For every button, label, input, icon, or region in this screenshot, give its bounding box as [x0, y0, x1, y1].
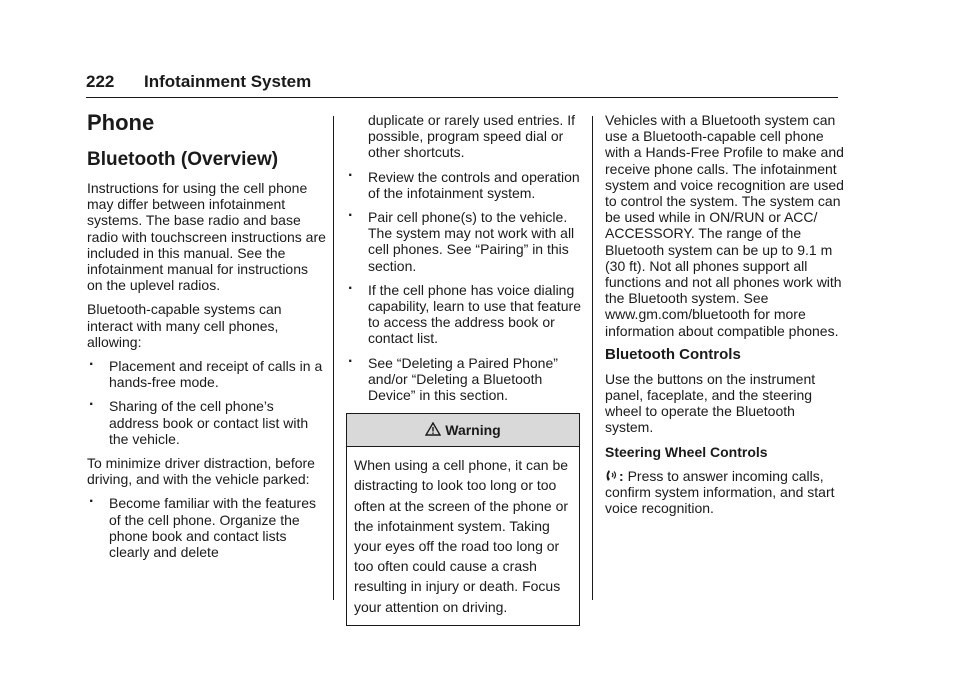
list-item: . If the cell phone has voice dialing capability, learn to use that feature to access the address book or contact list. [346, 282, 582, 347]
page-header [86, 72, 838, 100]
bullet-list-preparation-continued [346, 169, 582, 404]
heading-bluetooth-controls: Bluetooth Controls [605, 345, 741, 363]
push-to-talk-icon [605, 468, 617, 484]
warning-triangle-icon [425, 415, 441, 447]
bullet-list-capabilities [87, 358, 327, 447]
chapter-heading-phone: Phone [87, 110, 155, 135]
warning-title: Warning [445, 422, 501, 439]
paragraph-instructions: Instructions for using the cell phone may differ between infotainment systems. The base radio and base radio with touchscreen instructions are included in this manual. See the infotainment manual for instructions on the uplevel radios. [87, 180, 326, 294]
list-item: . Sharing of the cell phone’s address book or contact list with the vehicle. [87, 398, 327, 447]
warning-box [346, 413, 580, 626]
list-item: . See “Deleting a Paired Phone” and/or “Deleting a Bluetooth Device” in this section. [346, 355, 582, 404]
list-item: . Review the controls and operation of the infotainment system. [346, 169, 582, 201]
paragraph-capable-systems: Bluetooth-capable systems can interact with many cell phones, allowing: [87, 301, 282, 350]
list-item: . Placement and receipt of calls in a hands-free mode. [87, 358, 327, 390]
header-divider [86, 97, 838, 98]
section-title: Infotainment System [144, 72, 312, 91]
paragraph-continued: duplicate or rarely used entries. If possible, program speed dial or other shortcuts. [368, 112, 575, 161]
push-to-talk-description: Press to answer incoming calls, confirm system information, and start voice recognition. [605, 467, 835, 517]
bullet-list-preparation [87, 495, 327, 560]
paragraph-push-to-talk [605, 468, 845, 517]
warning-text: When using a cell phone, it can be distracting to look too long or too often at the screen of the phone or the infotainment system. Taking your eyes off the road too long or too often could cause a crash resulting in injury or death. Focus your attention on driving. [354, 457, 569, 615]
page-number: 222 [86, 72, 115, 91]
paragraph-bluetooth-system: Vehicles with a Bluetooth system can use a Bluetooth-capable cell phone with a Hands-Free Profile to make and receive phone calls. The infotainment system and voice recognition are used to control the system. The system can be used while in ON/RUN or ACC/ ACCESSORY. The range of the Bluetooth system can be up to 9.1 m (30 ft). Not all phones support all functions and not all phones work with the Bluetooth system. See www.gm.com/bluetooth for more information about compatible phones. [605, 112, 844, 339]
heading-bluetooth-overview: Bluetooth (Overview) [87, 149, 279, 170]
paragraph-use-buttons: Use the buttons on the instrument panel, faceplate, and the steering wheel to operate the Bluetooth system. [605, 370, 816, 436]
column-1 [87, 112, 327, 568]
paragraph-minimize-distraction: To minimize driver distraction, before driving, and with the vehicle parked: [87, 455, 315, 488]
column-divider-2 [592, 116, 593, 600]
list-item: . Become familiar with the features of the cell phone. Organize the phone book and contact lists clearly and delete [87, 495, 327, 560]
symbol-colon: : [619, 467, 624, 484]
column-3 [605, 112, 845, 524]
heading-steering-wheel-controls: Steering Wheel Controls [605, 443, 768, 460]
column-2 [346, 112, 582, 626]
column-divider-1 [333, 116, 334, 600]
list-item: . Pair cell phone(s) to the vehicle. The system may not work with all cell phones. See “Pairing” in this section. [346, 209, 582, 274]
warning-header [347, 414, 579, 447]
